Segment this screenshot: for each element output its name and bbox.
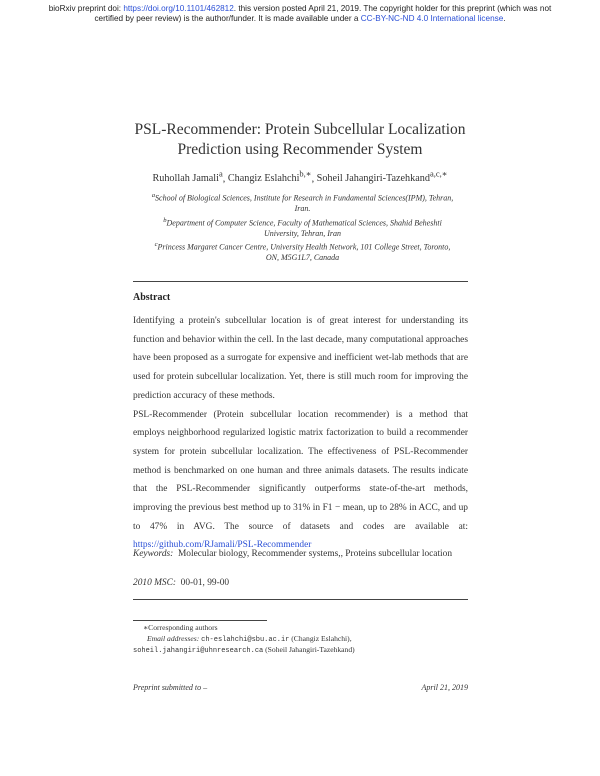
abstract-body	[133, 312, 468, 555]
doi-link[interactable]: https://doi.org/10.1101/462812	[123, 4, 234, 13]
affiliation-sup: b	[163, 216, 167, 224]
abstract-top-rule	[133, 281, 468, 282]
preprint-footer	[133, 683, 468, 692]
banner-suffix: . this version posted April 21, 2019. The copyright holder for this preprint (which was not	[233, 4, 552, 13]
email-2[interactable]: soheil.jahangiri@uhnresearch.ca	[133, 647, 264, 655]
banner-line-1	[0, 4, 600, 14]
author-sup: a,c,∗	[429, 169, 448, 179]
affiliation	[150, 240, 455, 264]
affiliations	[150, 191, 455, 265]
preprint-date: April 21, 2019	[421, 683, 468, 692]
author-name: Ruhollah Jamali	[152, 173, 219, 185]
author	[227, 169, 312, 185]
msc-classification	[133, 578, 229, 588]
author-list	[0, 169, 600, 184]
author-sep: ,	[222, 173, 228, 185]
author	[316, 169, 448, 185]
email-1-owner: (Changiz Eslahchi),	[291, 633, 352, 643]
banner-suffix-2: .	[503, 14, 506, 23]
keywords-label: Keywords:	[133, 549, 174, 559]
banner-line-2	[0, 14, 600, 24]
affiliation	[150, 216, 455, 240]
author	[152, 169, 223, 185]
email-label: Email addresses:	[147, 633, 200, 643]
footnotes	[133, 623, 473, 657]
author-name: Changiz Eslahchi	[227, 173, 300, 185]
affiliation-sup: c	[154, 241, 158, 249]
footnote-rule	[133, 620, 267, 621]
email-line-2	[133, 645, 473, 657]
preprint-banner	[0, 4, 600, 24]
author-sup: b,∗	[299, 169, 312, 179]
msc-codes: 00-01, 99-00	[180, 578, 230, 588]
affiliation-text: Department of Computer Science, Faculty of Mathematical Sciences, Shahid Beheshti University, Tehran, Iran	[166, 218, 442, 238]
affiliation	[150, 191, 455, 215]
author-name: Soheil Jahangiri-Tazehkand	[316, 173, 430, 185]
paper-title	[0, 120, 600, 160]
keywords-text: Molecular biology, Recommender systems,, Proteins subcellular location	[177, 549, 453, 559]
preprint-note: Preprint submitted to –	[133, 683, 208, 692]
abstract-heading: Abstract	[133, 292, 171, 303]
email-1[interactable]: ch-eslahchi@sbu.ac.ir	[201, 635, 290, 644]
banner-prefix-2: certified by peer review) is the author/funder. It is made available under a	[94, 14, 361, 23]
keywords	[133, 545, 468, 564]
affiliation-text: School of Biological Sciences, Institute for Research in Fundamental Sciences(IPM), Tehran, Iran.	[155, 193, 454, 214]
license-link[interactable]: CC-BY-NC-ND 4.0 International license	[360, 14, 504, 23]
title-line-1: PSL-Recommender: Protein Subcellular Localization	[134, 121, 466, 138]
msc-label: 2010 MSC:	[133, 578, 176, 588]
banner-prefix: bioRxiv preprint doi:	[48, 4, 124, 13]
code-link[interactable]: https://github.com/RJamali/PSL-Recommender	[133, 540, 312, 551]
corresponding-footnote: ∗Corresponding authors	[143, 623, 218, 632]
author-sep: ,	[311, 173, 317, 185]
abstract-paragraph-1: Identifying a protein's subcellular location is of great interest for understanding its function and behavior within the cell. In the last decade, many computational approaches have been proposed as a surrogate for expensive and inefficient wet-lab methods that are used for protein subcellular localization. Yet, there is still much room for improving the prediction accuracy of these methods.	[133, 316, 468, 401]
abstract-paragraph-2-text: PSL-Recommender (Protein subcellular location recommender) is a method that employs neighborhood regularized logistic matrix factorization to build a recommender system for protein subcellular localization. The effectiveness of PSL-Recommender method is benchmarked on one human and three animals datasets. The results indicate that the PSL-Recommender significantly outperforms state-of-the-art methods, improving the previous best method up to 31% in F1 − mean, up to 28% in ACC, and up to 47% in AVG. The source of datasets and codes are available at:	[133, 409, 468, 532]
title-line-2: Prediction using Recommender System	[177, 141, 423, 158]
email-2-owner: (Soheil Jahangiri-Tazehkand)	[265, 645, 355, 654]
author-sup: a	[218, 169, 223, 179]
abstract-bottom-rule	[133, 599, 468, 600]
affiliation-text: Princess Margaret Cancer Centre, University Health Network, 101 College Street, Toronto, ON, M5G1L7, Canada	[157, 242, 451, 263]
abstract-paragraph-2	[133, 406, 468, 556]
affiliation-sup: a	[151, 192, 156, 199]
email-line-1	[133, 634, 473, 646]
